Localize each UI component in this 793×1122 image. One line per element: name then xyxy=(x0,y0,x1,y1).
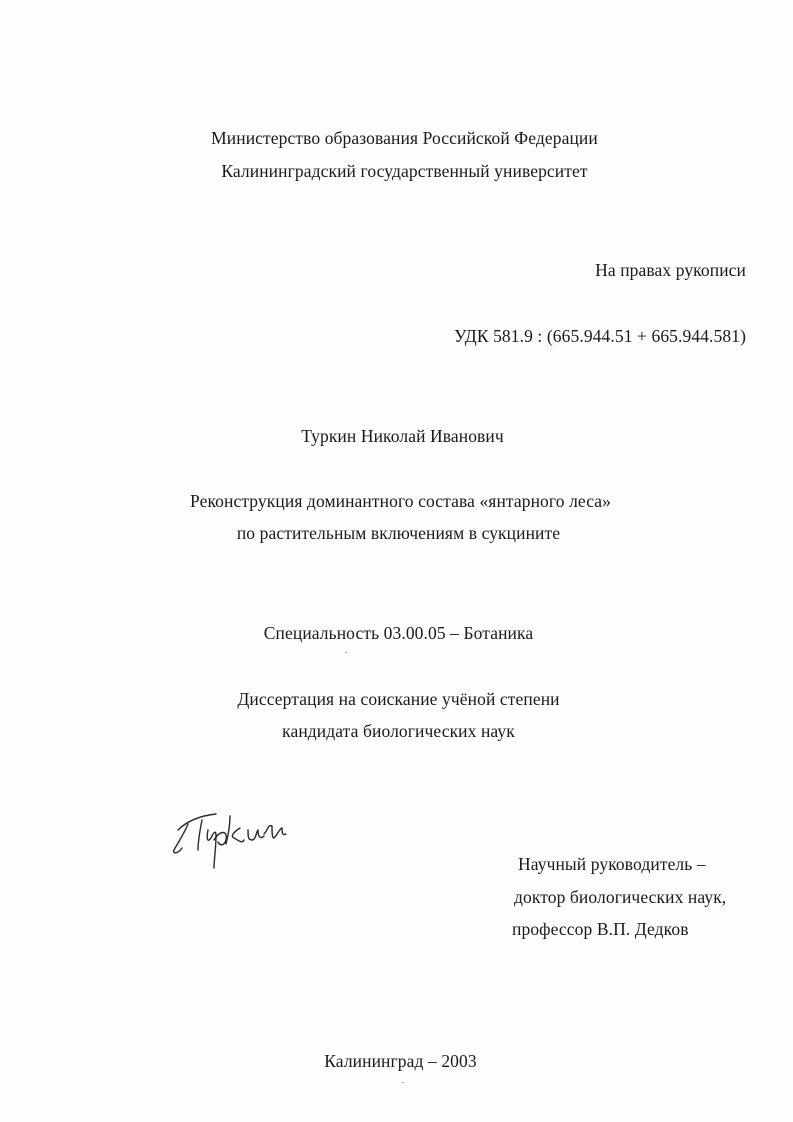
dissertation-title-line-1: Реконструкция доминантного состава «янтарного леса» xyxy=(189,491,612,511)
author-name: Туркин Николай Иванович xyxy=(301,426,504,446)
scan-speck xyxy=(345,652,347,653)
advisor-name: профессор В.П. Дедков xyxy=(512,919,689,939)
university-name: Калининградский государственный университет xyxy=(221,161,588,181)
advisor-degree: доктор биологических наук, xyxy=(514,887,727,907)
signature-drawing xyxy=(168,800,298,872)
dissertation-title-line-2: по растительным включениям в сукцините xyxy=(236,523,561,543)
degree-line-1: Диссертация на соискание учёной степени xyxy=(237,689,560,709)
scan-speck xyxy=(402,1082,404,1083)
advisor-role: Научный руководитель – xyxy=(518,854,706,874)
ministry-name: Министерство образования Российской Федерации xyxy=(211,128,598,148)
handwritten-signature xyxy=(168,800,298,872)
specialty: Специальность 03.00.05 – Ботаника xyxy=(263,623,534,643)
degree-line-2: кандидата биологических наук xyxy=(282,721,515,741)
udc-code: УДК 581.9 : (665.944.51 + 665.944.581) xyxy=(454,326,746,346)
rights-note: На правах рукописи xyxy=(595,260,746,280)
city-year: Калининград – 2003 xyxy=(324,1051,477,1071)
